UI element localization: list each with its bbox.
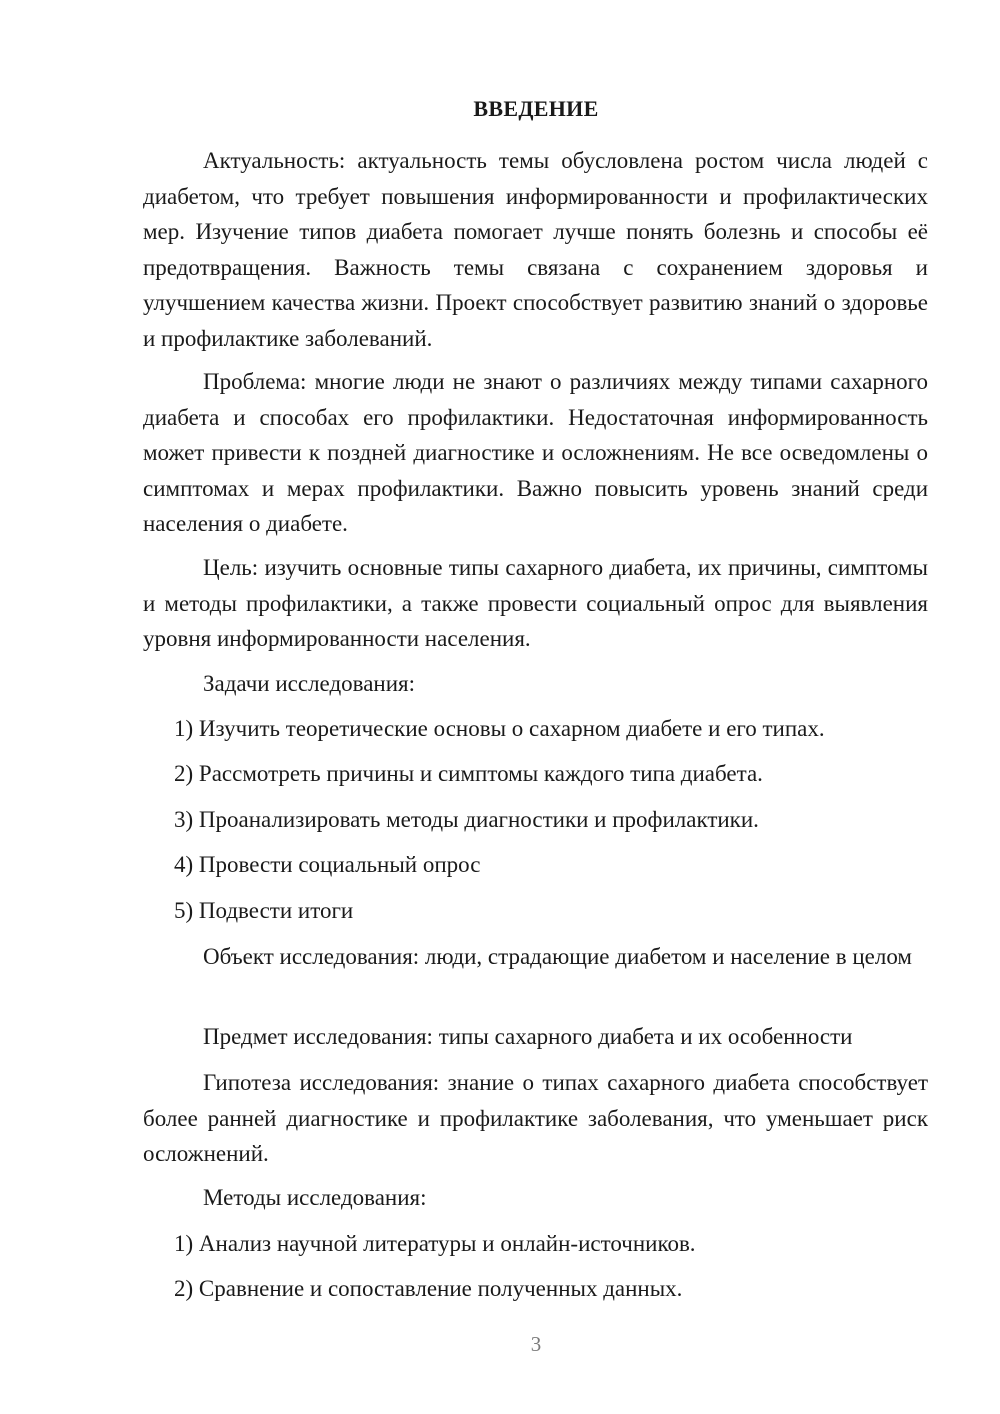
methods-heading: Методы исследования: bbox=[203, 1185, 427, 1210]
hypothesis-paragraph: Гипотеза исследования: знание о типах сахарного диабета способствует более ранней диагностике и профилактике заболевания, что уменьшает риск осложнений. bbox=[143, 1070, 928, 1166]
section-title: ВВЕДЕНИЕ bbox=[473, 96, 599, 121]
page-number: 3 bbox=[530, 1332, 542, 1356]
task-item: 4) Провести социальный опрос bbox=[174, 852, 481, 877]
task-item: 5) Подвести итоги bbox=[174, 898, 354, 923]
relevance-paragraph: Актуальность: актуальность темы обусловлена ростом числа людей с диабетом, что требует повышения информированности и профилактических мер. Изучение типов диабета помогает лучше понять болезнь и способы её предотвращения. Важность темы связана с сохранением здоровья и улучшением качества жизни. Проект способствует развитию знаний о здоровье и профилактике заболеваний. bbox=[143, 148, 928, 351]
task-item: 2) Рассмотреть причины и симптомы каждого типа диабета. bbox=[174, 761, 763, 786]
problem-paragraph: Проблема: многие люди не знают о различиях между типами сахарного диабета и способах его профилактики. Недостаточная информированность может привести к поздней диагностике и осложнениям. Не все осведомлены о симптомах и мерах профилактики. Важно повысить уровень знаний среди населения о диабете. bbox=[143, 369, 928, 536]
task-item: 1) Изучить теоретические основы о сахарном диабете и его типах. bbox=[174, 716, 825, 741]
goal-paragraph: Цель: изучить основные типы сахарного диабета, их причины, симптомы и методы профилактики, а также провести социальный опрос для выявления уровня информированности населения. bbox=[143, 555, 928, 651]
method-item: 1) Анализ научной литературы и онлайн-источников. bbox=[174, 1231, 696, 1256]
tasks-heading: Задачи исследования: bbox=[203, 671, 416, 696]
method-item: 2) Сравнение и сопоставление полученных данных. bbox=[174, 1276, 683, 1301]
object-paragraph: Объект исследования: люди, страдающие диабетом и население в целом bbox=[203, 944, 912, 969]
task-item: 3) Проанализировать методы диагностики и профилактики. bbox=[174, 807, 759, 832]
subject-paragraph: Предмет исследования: типы сахарного диабета и их особенности bbox=[203, 1024, 853, 1049]
